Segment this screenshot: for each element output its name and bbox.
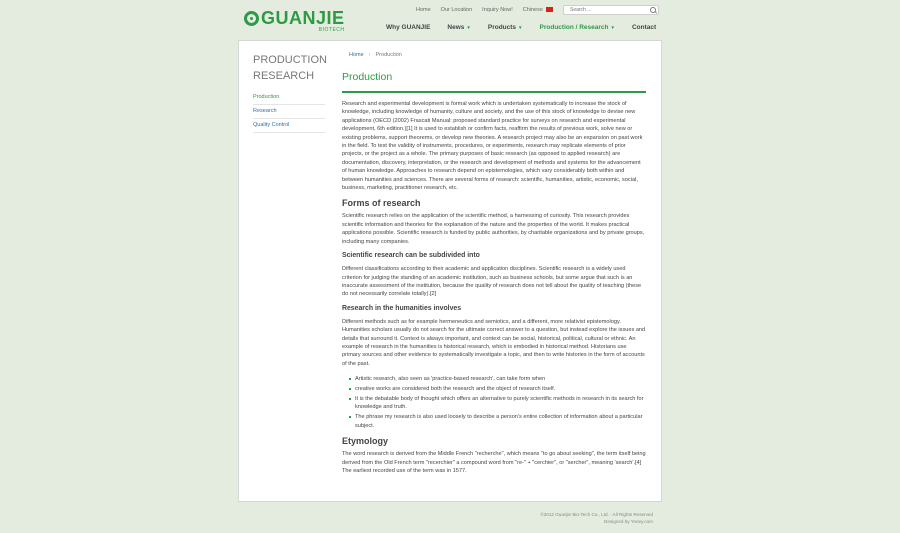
nav-products[interactable]: Products ▼: [487, 24, 523, 31]
toplink-home[interactable]: Home: [416, 7, 431, 13]
chevron-down-icon: ▼: [466, 25, 471, 30]
sidebar-item-quality-control[interactable]: Quality Control: [253, 119, 325, 133]
main-content: [342, 52, 646, 475]
breadcrumb-home[interactable]: Home: [349, 52, 364, 58]
brand-logo[interactable]: [244, 9, 345, 33]
sidebar-menu: [253, 91, 333, 133]
toplink-location[interactable]: Our Location: [440, 7, 473, 13]
humanities-paragraph: Different methods such as for example hermeneutics and semiotics, and a different, more relativist epistemology. Humanities scholars usually do not search for the ultimate correct answer to a question, but instead explore the issues and details that surround it. Context is always important, and context can be social, historical, political, cultural or ethnic. An example of research in the humanities is historical research, which is embodied in historical method. Historians use primary sources and other evidence to systematically investigate a topic, and then to write histories in the form of accounts of the past.: [342, 318, 646, 367]
list-item: Artistic research, also seen as 'practice-based research', can take form when: [349, 375, 646, 383]
nav-contact[interactable]: Contact: [631, 24, 657, 31]
heading-forms-of-research: Forms of research: [342, 198, 421, 209]
footer-designer[interactable]: Designed by Yoney.com: [604, 519, 653, 524]
sidebar-item-research[interactable]: Research: [253, 105, 325, 119]
forms-paragraph: Scientific research relies on the application of the scientific method, a harnessing of curiosity. This research provides scientific information and theories for the explanation of the nature and the properties of the world. It makes practical applications possible. Scientific research is funded by public authorities, by charitable organizations and by private groups, including many companies.: [342, 213, 645, 245]
nav-production-research[interactable]: Production / Research ▼: [539, 24, 615, 31]
toplink-chinese[interactable]: Chinese: [523, 7, 553, 13]
site-header: [0, 0, 900, 40]
content-panel: [238, 40, 662, 502]
etymology-paragraph: The word research is derived from the Middle French "recherche", which means "to go about seeking", the term itself being derived from the Old French term "recerchier" a compound word from "re-" + "cerchier", or "sercher", meaning 'search'.[4] The earliest recorded use of the term was in 1577.: [342, 451, 646, 474]
nav-news[interactable]: News ▼: [447, 24, 471, 31]
scientific-paragraph: Different classifications according to their academic and application disciplines. Scientific research is a widely used criterion for judging the standing of an academic institution, such as business schools, but some argue that such is an inaccurate assessment of the institution, because the quality of research does not tell about the quality of teaching (these do not necessarily correlate totally).[2]: [342, 266, 642, 298]
brand-sub: BIOTECH: [318, 27, 345, 33]
sidebar-item-production[interactable]: Production: [253, 91, 325, 105]
top-links: [416, 7, 553, 13]
breadcrumb-current: Production: [375, 52, 402, 58]
china-flag-icon: [546, 7, 553, 12]
chevron-down-icon: ▼: [518, 25, 523, 30]
main-nav: [386, 24, 656, 31]
site-footer: [540, 511, 653, 525]
search-icon[interactable]: [650, 7, 656, 13]
logo-icon: [244, 11, 259, 26]
sidebar: [253, 52, 333, 133]
heading-scientific-research: Scientific research can be subdivided into: [342, 252, 480, 260]
breadcrumb-separator: ›: [368, 52, 371, 58]
sidebar-title: PRODUCTION RESEARCH: [253, 54, 327, 82]
heading-humanities-research: Research in the humanities involves: [342, 304, 462, 312]
list-item: It is the debatable body of thought which offers an alternative to purely scientific methods in research in its search for knowledge and truth.: [349, 395, 646, 412]
bullet-list: [349, 375, 646, 430]
footer-copyright: ©2012 Guanjie Bio-Tech Co., Ltd. - All Rights Reserved: [540, 512, 653, 517]
intro-paragraph: Research and experimental development is formal work which is undertaken systematically to increase the stock of knowledge, including knowledge of humanity, culture and society, and the use of this stock of knowledge to devise new applications (OECD (2002) Frascati Manual: proposed standard practice for surveys on research and experimental development, 6th edition.)[1] It is used to establish or confirm facts, reaffirm the results of previous work, solve new or existing problems, support theorems, or develop new theories. A research project may also be an expansion on past work in the field. To test the validity of instruments, procedures, or experiments, research may replicate elements of prior projects, or the project as a whole. The primary purposes of basic research (as opposed to applied research) are documentation, discovery, interpretation, or the research and development of methods and systems for the advancement of human knowledge. Approaches to research depend on epistemologies, which vary considerably both within and between humanities and sciences. There are several forms of research: scientific, humanities, artistic, economic, social, business, marketing, practitioner research, etc.: [342, 101, 643, 192]
toplink-inquiry[interactable]: Inquiry Now!: [482, 7, 513, 13]
list-item: creative works are considered both the research and the object of research itself.: [349, 385, 646, 393]
chevron-down-icon: ▼: [610, 25, 615, 30]
page-title: Production: [342, 71, 646, 93]
search-input[interactable]: [563, 5, 659, 15]
nav-why-guanjie[interactable]: Why GUANJIE: [386, 24, 431, 31]
breadcrumb: [349, 52, 646, 58]
list-item: The phrase my research is also used loosely to describe a person's entire collection of information about a particular subject.: [349, 413, 646, 430]
brand-name: GUANJIE: [261, 8, 345, 28]
heading-etymology: Etymology: [342, 436, 389, 447]
